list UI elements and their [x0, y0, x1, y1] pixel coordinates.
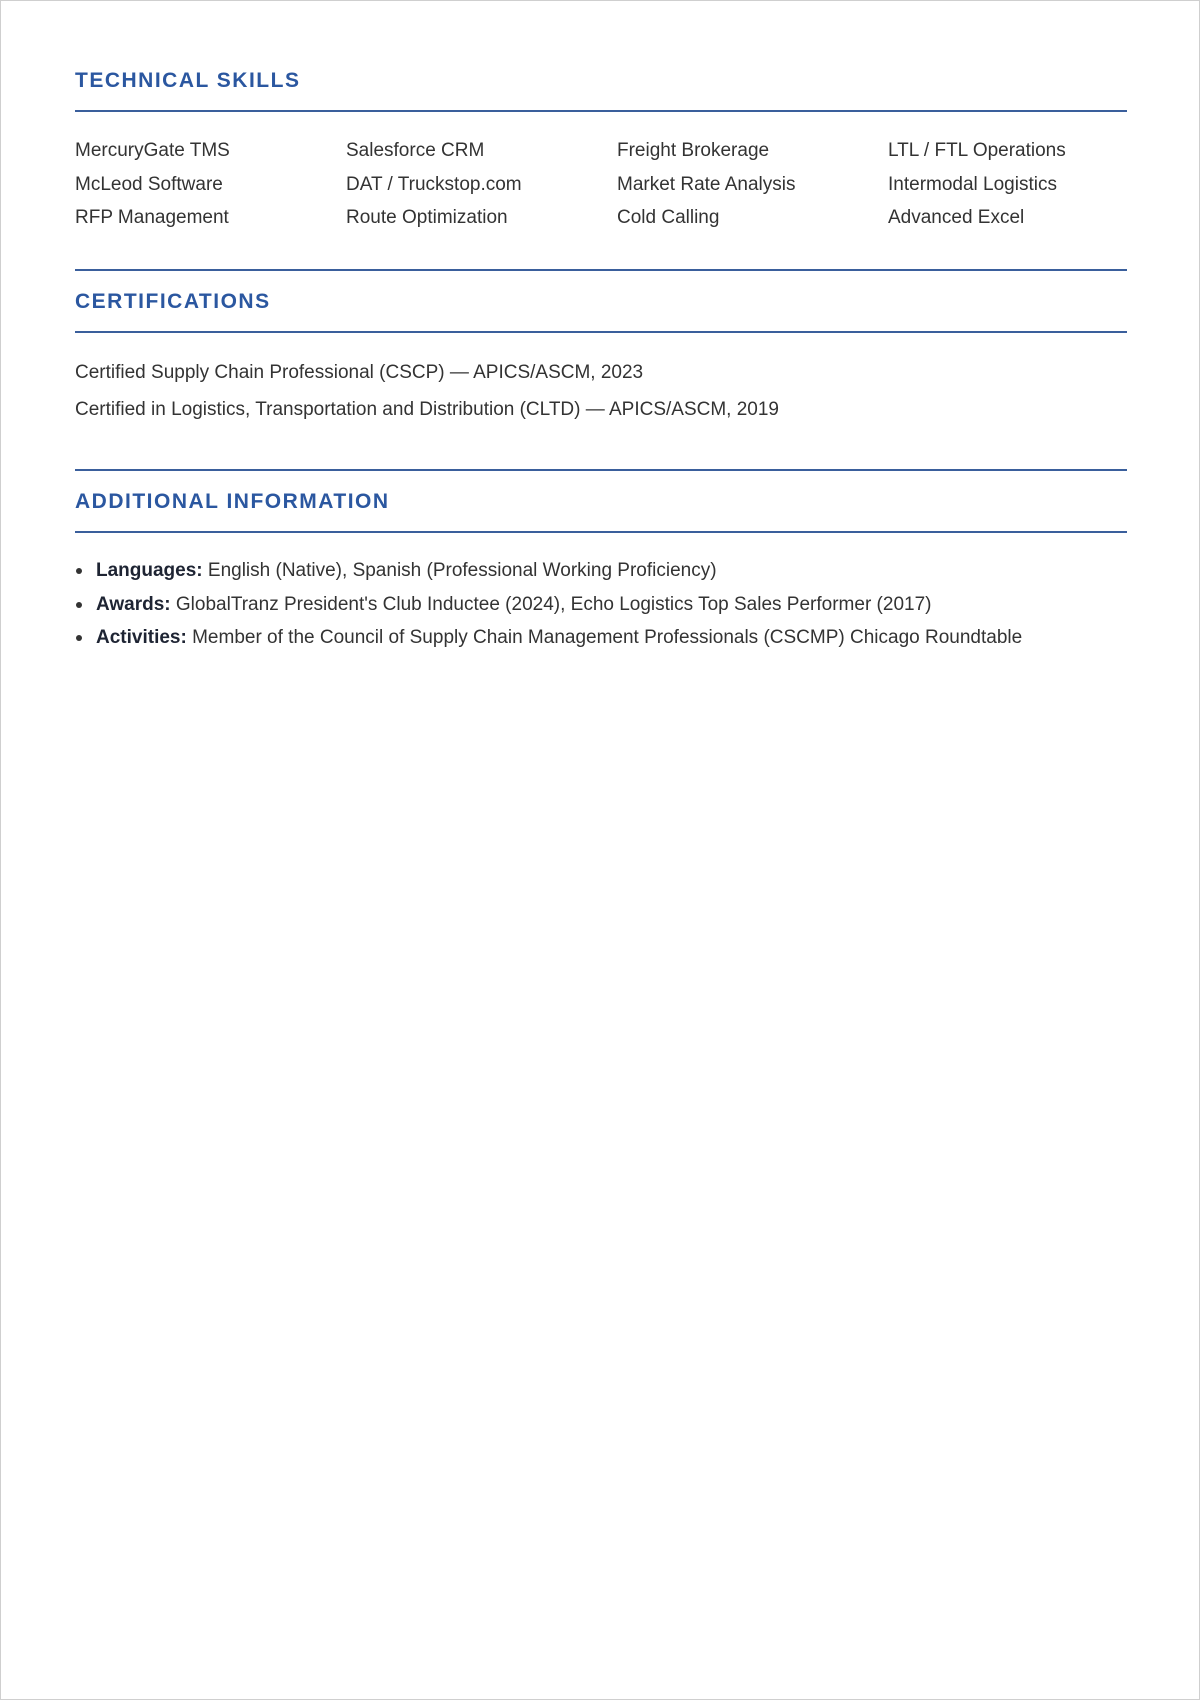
- skill-item: Route Optimization: [346, 207, 508, 228]
- certifications-heading: CERTIFICATIONS: [75, 290, 271, 313]
- skill-item: DAT / Truckstop.com: [346, 173, 522, 195]
- skill-item: MercuryGate TMS: [75, 140, 230, 161]
- list-item: [75, 588, 1127, 622]
- additional-info-heading: ADDITIONAL INFORMATION: [75, 490, 390, 513]
- info-text: GlobalTranz President's Club Inductee (2024), Echo Logistics Top Sales Performer (2017): [175, 593, 932, 615]
- bullet-icon: [76, 602, 82, 608]
- certifications-list: [75, 355, 1127, 428]
- additional-info-divider: [75, 531, 1127, 533]
- bullet-icon: [76, 568, 82, 574]
- info-text: English (Native), Spanish (Professional Working Proficiency): [207, 560, 717, 581]
- skill-item: Cold Calling: [617, 207, 720, 228]
- list-item: [75, 621, 1127, 655]
- certification-item: Certified Supply Chain Professional (CSCP) — APICS/ASCM, 2023: [75, 362, 644, 383]
- technical-skills-grid: [75, 134, 1127, 235]
- additional-info-list: [75, 554, 1127, 655]
- info-label: Languages:: [96, 560, 203, 581]
- certifications-divider: [75, 331, 1127, 333]
- technical-skills-divider: [75, 110, 1127, 112]
- skill-item: Intermodal Logistics: [888, 173, 1057, 195]
- info-label: Activities:: [96, 627, 187, 648]
- skill-item: Advanced Excel: [888, 207, 1025, 228]
- additional-info-top-divider: [75, 469, 1127, 471]
- certification-item: Certified in Logistics, Transportation and Distribution (CLTD) — APICS/ASCM, 2019: [75, 398, 779, 420]
- technical-skills-heading: TECHNICAL SKILLS: [75, 69, 301, 92]
- skill-item: LTL / FTL Operations: [888, 140, 1066, 161]
- skill-item: Salesforce CRM: [346, 140, 485, 161]
- info-label: Awards:: [96, 593, 171, 615]
- skill-item: Market Rate Analysis: [617, 173, 796, 195]
- bullet-icon: [76, 635, 82, 641]
- info-text: Member of the Council of Supply Chain Management Professionals (CSCMP) Chicago Roundtable: [192, 627, 1023, 648]
- certifications-top-divider: [75, 269, 1127, 271]
- skill-item: RFP Management: [75, 207, 229, 228]
- list-item: [75, 554, 1127, 588]
- skill-item: McLeod Software: [75, 173, 223, 195]
- skill-item: Freight Brokerage: [617, 140, 770, 161]
